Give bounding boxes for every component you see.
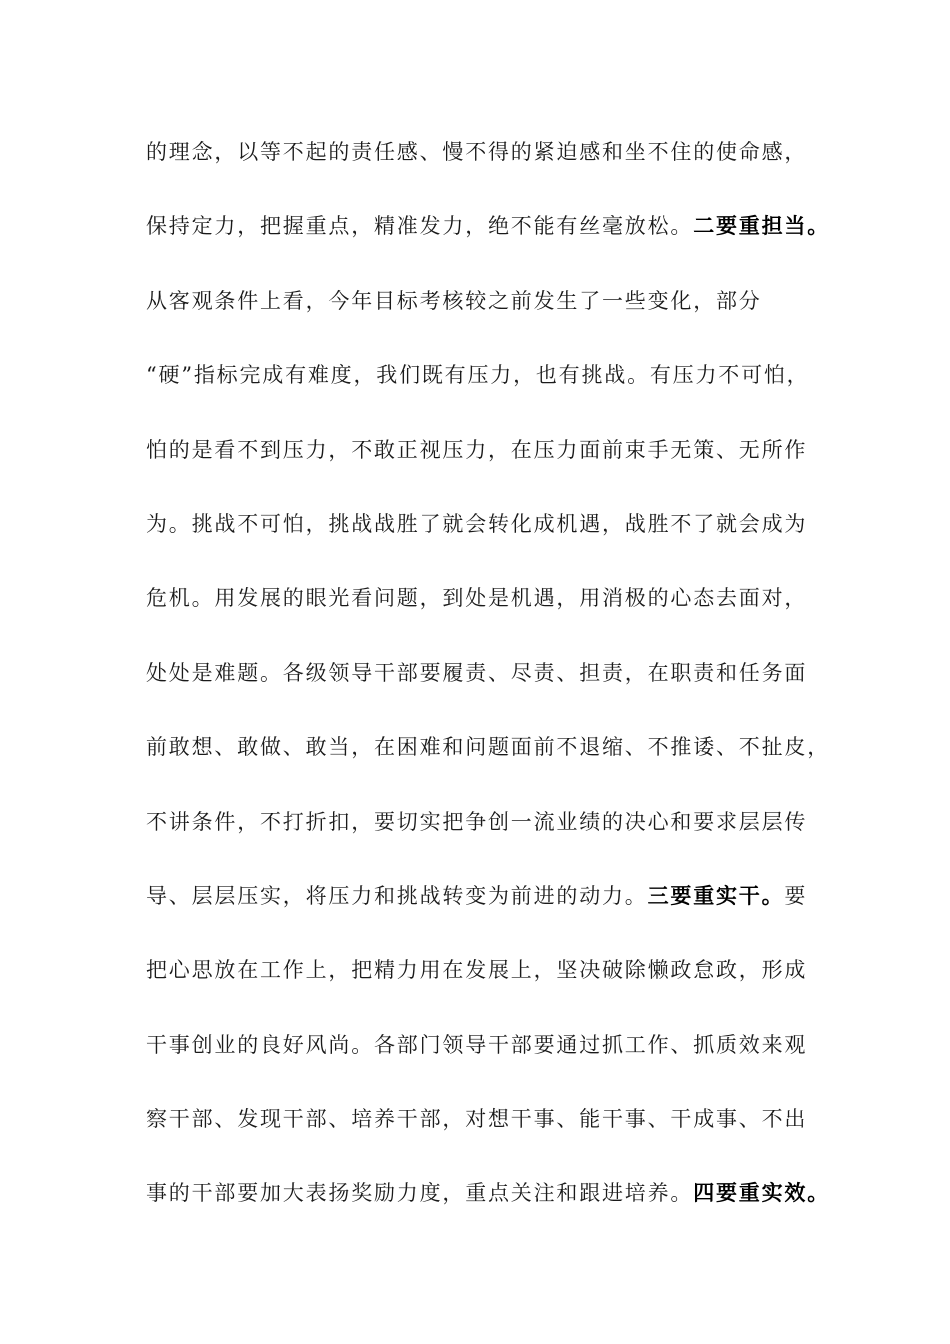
line-text: 不讲条件，不打折扣，要切实把争创一流业绩的决心和要求层层传 (146, 809, 808, 834)
line-text: 前敢想、敢做、敢当，在困难和问题面前不退缩、不推诿、不扯皮， (146, 735, 830, 760)
text-line-6 (146, 502, 826, 576)
text-line-2 (146, 204, 831, 278)
line-text: 从客观条件上看，今年目标考核较之前发生了一些变化，部分 (146, 288, 762, 313)
line-text: “硬”指标完成有难度，我们既有压力，也有挑战。有压力不可怕， (146, 363, 810, 388)
text-line-13 (146, 1023, 826, 1097)
line-text: 事的干部要加大表扬奖励力度，重点关注和跟进培养。 (146, 1181, 694, 1206)
text-line-11 (146, 874, 826, 948)
line-text: 怕的是看不到压力，不敢正视压力，在压力面前束手无策、无所作 (146, 437, 808, 462)
bold-heading: 三要重实干。 (647, 882, 785, 908)
text-line-15 (146, 1171, 831, 1245)
body-text (146, 130, 831, 1246)
text-line-7 (146, 576, 826, 650)
line-text: 导、层层压实，将压力和挑战转变为前进的动力。 (146, 883, 648, 908)
line-text: 为。挑战不可怕，挑战战胜了就会转化成机遇，战胜不了就会成为 (146, 511, 808, 536)
text-line-1 (146, 130, 826, 204)
line-text: 察干部、发现干部、培养干部，对想干事、能干事、干成事、不出 (146, 1107, 808, 1132)
bold-heading: 二要重担当。 (693, 213, 831, 239)
line-text: 的理念，以等不起的责任感、慢不得的紧迫感和坐不住的使命感， (146, 140, 808, 164)
text-line-4 (146, 353, 826, 427)
line-text: 危机。用发展的眼光看问题，到处是机遇，用消极的心态去面对， (146, 586, 808, 611)
text-line-14 (146, 1097, 826, 1171)
text-line-3 (146, 279, 826, 353)
line-text-after: 要 (784, 883, 808, 908)
text-line-10 (146, 800, 826, 874)
text-line-12 (146, 948, 826, 1022)
text-line-9 (146, 725, 830, 799)
bold-heading: 四要重实效。 (693, 1180, 831, 1206)
line-text: 干事创业的良好风尚。各部门领导干部要通过抓工作、抓质效来观 (146, 1032, 808, 1057)
line-text: 保持定力，把握重点，精准发力，绝不能有丝毫放松。 (146, 214, 694, 239)
line-text: 把心思放在工作上，把精力用在发展上，坚决破除懒政怠政，形成 (146, 958, 808, 983)
text-line-5 (146, 428, 826, 502)
text-line-8 (146, 651, 826, 725)
line-text: 处处是难题。各级领导干部要履责、尽责、担责，在职责和任务面 (146, 660, 808, 685)
